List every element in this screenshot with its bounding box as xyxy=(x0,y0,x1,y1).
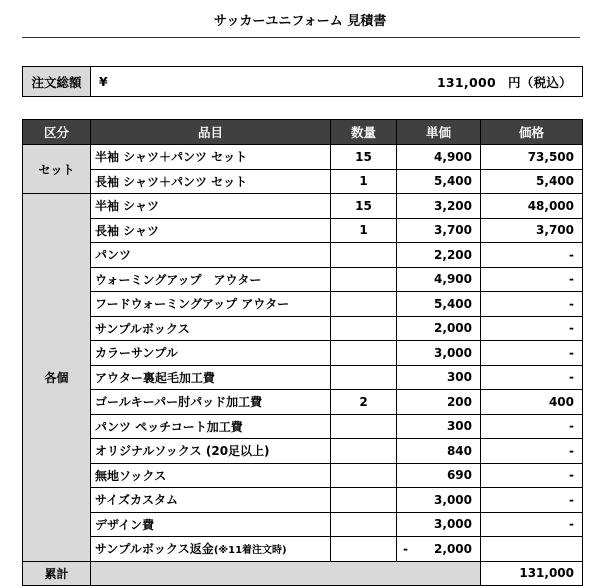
category-cell: 各個 xyxy=(23,194,91,562)
table-row xyxy=(23,169,583,194)
item-name-cell xyxy=(91,439,331,464)
footer-label: 累計 xyxy=(23,561,91,586)
table-body xyxy=(23,145,583,562)
unit-price-cell: 3,000 xyxy=(397,512,481,537)
price-cell: 3,700 xyxy=(481,218,583,243)
footer-total: 131,000 xyxy=(481,561,583,586)
unit-price-cell: 4,900 xyxy=(397,267,481,292)
price-cell: - xyxy=(481,439,583,464)
price-cell: 5,400 xyxy=(481,169,583,194)
table-row xyxy=(23,414,583,439)
item-name: パンツ ペッチコート加工費 xyxy=(95,419,243,434)
qty-cell xyxy=(331,488,397,513)
item-name: オリジナルソックス (20足以上) xyxy=(95,444,270,459)
qty-cell xyxy=(331,365,397,390)
title-divider xyxy=(22,37,580,38)
order-total-suffix: 円（税込） xyxy=(507,74,572,90)
qty-cell xyxy=(331,537,397,562)
item-name-cell xyxy=(91,316,331,341)
item-name: 長袖 シャツ xyxy=(95,223,159,238)
item-name-cell xyxy=(91,463,331,488)
header-qty: 数量 xyxy=(331,120,397,145)
item-name: デザイン費 xyxy=(95,517,155,532)
qty-cell xyxy=(331,292,397,317)
unit-price-cell: 200 xyxy=(397,390,481,415)
qty-cell xyxy=(331,439,397,464)
table-row xyxy=(23,512,583,537)
item-name-cell xyxy=(91,537,331,562)
price-cell: - xyxy=(481,316,583,341)
item-name: 半袖 シャツ xyxy=(95,199,159,214)
table-row xyxy=(23,537,583,562)
price-cell: 400 xyxy=(481,390,583,415)
item-name: サイズカスタム xyxy=(95,493,179,508)
price-cell: 48,000 xyxy=(481,194,583,219)
table-row xyxy=(23,488,583,513)
page-title: サッカーユニフォーム 見積書 xyxy=(213,14,387,29)
item-name: 無地ソックス xyxy=(95,468,167,483)
price-cell: - xyxy=(481,243,583,268)
qty-cell xyxy=(331,512,397,537)
item-name-cell xyxy=(91,512,331,537)
table-row xyxy=(23,145,583,170)
unit-price-cell: 5,400 xyxy=(397,292,481,317)
price-cell: - xyxy=(481,292,583,317)
unit-price-cell xyxy=(397,537,481,562)
item-name: ゴールキーパー肘パッド加工費 xyxy=(95,395,263,410)
table-row xyxy=(23,267,583,292)
order-total-value xyxy=(91,67,583,97)
unit-price-cell: 840 xyxy=(397,439,481,464)
price-cell: - xyxy=(481,341,583,366)
unit-price-cell: 4,900 xyxy=(397,145,481,170)
table-row xyxy=(23,390,583,415)
item-name: フードウォーミングアップ アウター xyxy=(95,297,290,312)
price-cell: - xyxy=(481,463,583,488)
qty-cell xyxy=(331,463,397,488)
item-name: ウォーミングアップ アウター xyxy=(95,272,262,287)
qty-cell: 15 xyxy=(331,194,397,219)
unit-price-cell: 3,000 xyxy=(397,488,481,513)
qty-cell xyxy=(331,341,397,366)
order-total-amount: 131,000 xyxy=(436,74,496,90)
item-name: サンプルボックス xyxy=(95,321,190,336)
qty-cell: 1 xyxy=(331,169,397,194)
unit-price-cell: 5,400 xyxy=(397,169,481,194)
item-name: アウター裏起毛加工費 xyxy=(95,370,215,385)
item-name-cell xyxy=(91,341,331,366)
table-row xyxy=(23,341,583,366)
price-cell xyxy=(481,537,583,562)
price-cell: - xyxy=(481,267,583,292)
unit-price-cell: 690 xyxy=(397,463,481,488)
item-name-cell xyxy=(91,488,331,513)
table-row xyxy=(23,439,583,464)
item-name-cell xyxy=(91,390,331,415)
item-name-cell xyxy=(91,145,331,170)
item-name-cell xyxy=(91,194,331,219)
order-total-label: 注文総額 xyxy=(23,67,91,97)
header-price: 価格 xyxy=(481,120,583,145)
item-name-cell xyxy=(91,365,331,390)
table-row xyxy=(23,218,583,243)
item-name-cell xyxy=(91,243,331,268)
unit-price-cell: 300 xyxy=(397,365,481,390)
item-name-cell xyxy=(91,267,331,292)
qty-cell xyxy=(331,267,397,292)
item-name: 長袖 シャツ＋パンツ セット xyxy=(95,174,248,189)
table-row xyxy=(23,365,583,390)
unit-price-cell: 2,200 xyxy=(397,243,481,268)
qty-cell: 1 xyxy=(331,218,397,243)
unit-price-cell: 3,000 xyxy=(397,341,481,366)
item-name-cell xyxy=(91,292,331,317)
unit-price-cell: 300 xyxy=(397,414,481,439)
unit-price: 2,000 xyxy=(434,541,472,556)
item-name-cell xyxy=(91,218,331,243)
item-name: サンプルボックス返金 xyxy=(95,542,214,557)
table-row xyxy=(23,194,583,219)
price-cell: - xyxy=(481,512,583,537)
item-name: パンツ xyxy=(95,248,132,263)
unit-sign: - xyxy=(403,541,408,556)
qty-cell xyxy=(331,243,397,268)
price-cell: 73,500 xyxy=(481,145,583,170)
item-name-cell xyxy=(91,169,331,194)
header-item: 品目 xyxy=(91,120,331,145)
item-name-cell xyxy=(91,414,331,439)
item-note: (※11着注文時) xyxy=(213,545,287,557)
header-unit-price: 単価 xyxy=(397,120,481,145)
currency-symbol: ¥ xyxy=(99,74,108,89)
table-header-row xyxy=(23,120,583,145)
table-row xyxy=(23,316,583,341)
price-cell: - xyxy=(481,365,583,390)
price-cell: - xyxy=(481,488,583,513)
estimate-table xyxy=(22,119,583,586)
order-total-box xyxy=(22,66,583,97)
qty-cell xyxy=(331,316,397,341)
table-row xyxy=(23,292,583,317)
unit-price-cell: 3,700 xyxy=(397,218,481,243)
unit-price-cell: 3,200 xyxy=(397,194,481,219)
header-category: 区分 xyxy=(23,120,91,145)
item-name: 半袖 シャツ＋パンツ セット xyxy=(95,150,248,165)
price-cell: - xyxy=(481,414,583,439)
unit-price-cell: 2,000 xyxy=(397,316,481,341)
qty-cell: 15 xyxy=(331,145,397,170)
category-cell: セット xyxy=(23,145,91,194)
item-name: カラーサンプル xyxy=(95,346,178,361)
table-row xyxy=(23,463,583,488)
qty-cell xyxy=(331,414,397,439)
qty-cell: 2 xyxy=(331,390,397,415)
table-row xyxy=(23,243,583,268)
